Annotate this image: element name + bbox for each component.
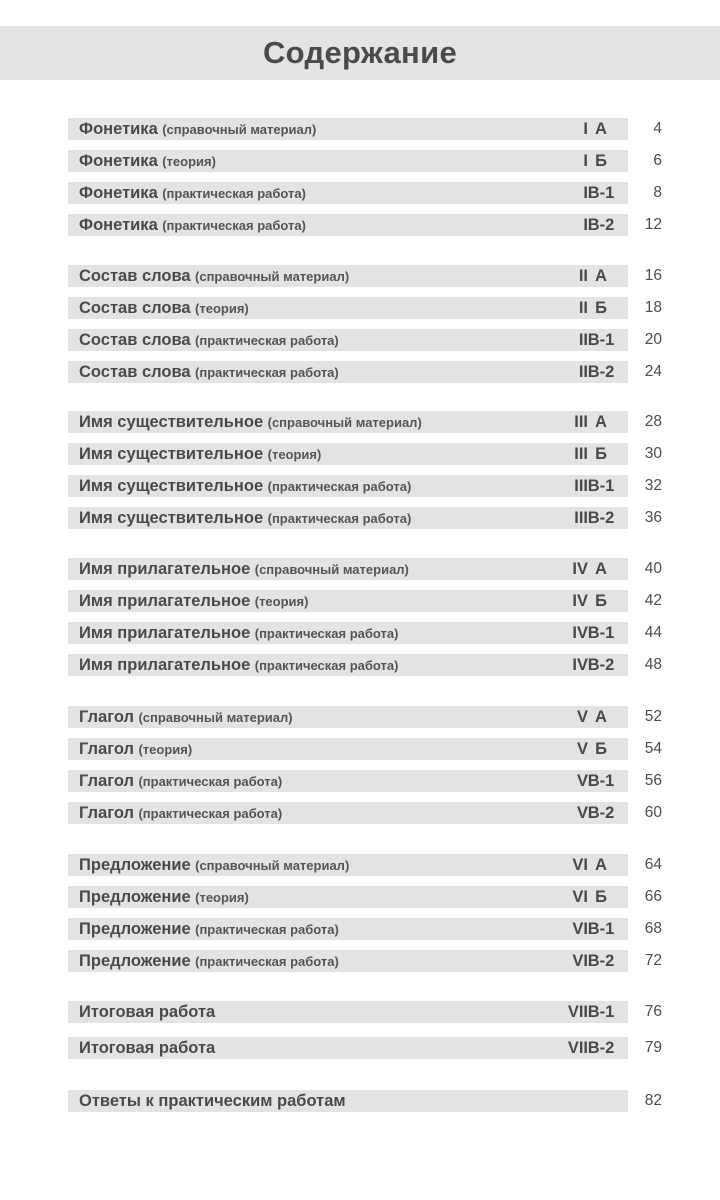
entry-title — [79, 706, 293, 728]
entry-title — [79, 507, 411, 529]
toc-entry[interactable] — [68, 507, 698, 529]
entry-section-code: Б — [595, 592, 607, 610]
entry-page-number: 16 — [644, 267, 662, 284]
entry-topic: Фонетика — [79, 120, 158, 138]
entry-part-number: VII — [567, 1039, 588, 1057]
entry-page-number: 6 — [653, 152, 662, 169]
toc-entry[interactable] — [68, 738, 698, 760]
entry-part-number: III — [574, 413, 588, 431]
entry-topic: Предложение — [79, 952, 191, 970]
entry-part-number: VI — [572, 952, 588, 970]
entry-title — [79, 770, 282, 792]
entry-part-number: I — [583, 152, 588, 170]
entry-page-number: 56 — [644, 772, 662, 789]
entry-section-code: Б — [595, 445, 607, 463]
entry-page-number: 52 — [644, 708, 662, 725]
entry-section-code: В-1 — [587, 184, 615, 202]
entry-topic: Предложение — [79, 920, 191, 938]
entry-part-number: II — [578, 299, 588, 317]
entry-page-number: 72 — [644, 952, 662, 969]
entry-title — [79, 411, 422, 433]
entry-page-number: 32 — [644, 477, 662, 494]
entry-section-code: В-2 — [587, 1039, 615, 1057]
entry-type: (справочный материал) — [254, 562, 409, 577]
entry-section-code: В-2 — [587, 656, 615, 674]
entry-section-code: В-1 — [587, 477, 615, 495]
entry-page-number: 24 — [644, 363, 662, 380]
toc-entry[interactable] — [68, 654, 698, 676]
entry-topic: Имя прилагательное — [79, 560, 251, 578]
entry-type: (практическая работа) — [195, 333, 339, 348]
entry-section-code: А — [595, 267, 607, 285]
entry-topic: Имя прилагательное — [79, 656, 251, 674]
toc-entry[interactable] — [68, 118, 698, 140]
entry-title — [79, 265, 349, 287]
entry-section-code: В-2 — [587, 509, 615, 527]
entry-page-number: 18 — [644, 299, 662, 316]
entry-page-number: 40 — [644, 560, 662, 577]
entry-section-code: А — [595, 413, 607, 431]
entry-page-number: 8 — [653, 184, 662, 201]
entry-topic: Фонетика — [79, 152, 158, 170]
entry-type: (практическая работа) — [195, 954, 339, 969]
toc-entry[interactable] — [68, 361, 698, 383]
toc-entry[interactable] — [68, 802, 698, 824]
entry-title — [79, 475, 411, 497]
entry-title — [79, 1090, 346, 1112]
entry-page-number: 66 — [644, 888, 662, 905]
entry-section-code: В-2 — [587, 804, 615, 822]
entry-topic: Имя существительное — [79, 413, 264, 431]
toc-entry[interactable] — [68, 214, 698, 236]
entry-part-number: VI — [572, 888, 588, 906]
entry-title — [79, 802, 282, 824]
entry-topic: Имя прилагательное — [79, 592, 251, 610]
entry-section-code: Б — [595, 740, 607, 758]
entry-title — [79, 443, 321, 465]
entry-title — [79, 950, 339, 972]
entry-title — [79, 886, 249, 908]
entry-topic: Состав слова — [79, 299, 191, 317]
entry-topic: Предложение — [79, 888, 191, 906]
toc-entry[interactable] — [68, 182, 698, 204]
entry-topic: Фонетика — [79, 216, 158, 234]
entry-page-number: 4 — [653, 120, 662, 137]
entry-type: (практическая работа) — [254, 626, 399, 641]
toc-entry[interactable] — [68, 918, 698, 940]
entry-type: (теория) — [162, 154, 216, 169]
entry-page-number: 82 — [644, 1092, 662, 1109]
entry-page-number: 64 — [644, 856, 662, 873]
entry-title — [79, 118, 316, 140]
entry-title — [79, 182, 306, 204]
toc-entry[interactable] — [68, 329, 698, 351]
entry-type: (практическая работа) — [254, 658, 399, 673]
entry-topic: Имя существительное — [79, 445, 264, 463]
entry-part-number: I — [583, 184, 588, 202]
entry-page-number: 36 — [644, 509, 662, 526]
entry-page-number: 68 — [644, 920, 662, 937]
entry-title — [79, 1037, 215, 1059]
entry-type: (практическая работа) — [267, 479, 412, 494]
entry-topic: Глагол — [79, 740, 134, 758]
toc-entry[interactable] — [68, 150, 698, 172]
toc-entry[interactable] — [68, 1037, 698, 1059]
entry-type: (практическая работа) — [267, 511, 412, 526]
entry-section-code: В-1 — [587, 624, 615, 642]
toc-entry[interactable] — [68, 443, 698, 465]
entry-topic: Имя существительное — [79, 509, 264, 527]
entry-part-number: II — [578, 363, 588, 381]
entry-section-code: В-1 — [587, 331, 615, 349]
entry-section-code: Б — [595, 299, 607, 317]
entry-title — [79, 854, 349, 876]
entry-title — [79, 361, 339, 383]
entry-page-number: 30 — [644, 445, 662, 462]
entry-title — [79, 214, 306, 236]
toc-entry[interactable] — [68, 1001, 698, 1023]
entry-part-number: I — [583, 120, 588, 138]
entry-title — [79, 150, 216, 172]
entry-page-number: 42 — [644, 592, 662, 609]
entry-section-code: В-1 — [587, 920, 615, 938]
entry-section-code: В-1 — [587, 772, 615, 790]
toc-entry[interactable] — [68, 886, 698, 908]
entry-part-number: VII — [567, 1003, 588, 1021]
entry-page-number: 60 — [644, 804, 662, 821]
entry-type: (практическая работа) — [195, 922, 339, 937]
entry-part-number: II — [578, 331, 588, 349]
entry-section-code: Б — [595, 888, 607, 906]
entry-type: (справочный материал) — [162, 122, 317, 137]
entry-part-number: III — [574, 445, 588, 463]
entry-type: (практическая работа) — [138, 806, 283, 821]
entry-topic: Состав слова — [79, 267, 191, 285]
entry-page-number: 28 — [644, 413, 662, 430]
entry-part-number: V — [576, 708, 588, 726]
entry-part-number: IV — [572, 592, 588, 610]
entry-type: (справочный материал) — [138, 710, 293, 725]
entry-part-number: IV — [572, 656, 588, 674]
entry-title — [79, 558, 409, 580]
toc-entry[interactable] — [68, 475, 698, 497]
entry-type: (практическая работа) — [138, 774, 283, 789]
entry-part-number: II — [578, 267, 588, 285]
entry-title — [79, 1001, 215, 1023]
entry-title — [79, 297, 249, 319]
entry-section-code: Б — [595, 152, 607, 170]
entry-part-number: VI — [572, 856, 588, 874]
entry-page-number: 54 — [644, 740, 662, 757]
entry-topic: Глагол — [79, 772, 134, 790]
toc-entry[interactable] — [68, 411, 698, 433]
entry-page-number: 76 — [644, 1003, 662, 1020]
toc-entry[interactable] — [68, 558, 698, 580]
entry-section-code: А — [595, 120, 607, 138]
entry-section-code: В-2 — [587, 216, 615, 234]
entry-part-number: VI — [572, 920, 588, 938]
entry-type: (практическая работа) — [162, 186, 306, 201]
entry-topic: Ответы к практическим работам — [79, 1092, 346, 1110]
entry-topic: Глагол — [79, 708, 134, 726]
toc-entry[interactable] — [68, 770, 698, 792]
entry-page-number: 12 — [644, 216, 662, 233]
toc-entry[interactable] — [68, 265, 698, 287]
entry-part-number: III — [574, 477, 588, 495]
toc-entry[interactable] — [68, 622, 698, 644]
entry-section-code: А — [595, 856, 607, 874]
entry-part-number: V — [576, 804, 588, 822]
entry-topic: Состав слова — [79, 331, 191, 349]
entry-type: (справочный материал) — [267, 415, 422, 430]
entry-part-number: IV — [572, 624, 588, 642]
entry-type: (практическая работа) — [195, 365, 339, 380]
entry-section-code: В-1 — [587, 1003, 615, 1021]
entry-type: (теория) — [195, 890, 249, 905]
entry-page-number: 20 — [644, 331, 662, 348]
entry-part-number: V — [576, 772, 588, 790]
entry-type: (теория) — [254, 594, 309, 609]
entry-page-number: 79 — [644, 1039, 662, 1056]
entry-part-number: III — [574, 509, 588, 527]
entry-topic: Глагол — [79, 804, 134, 822]
toc-entry[interactable] — [68, 706, 698, 728]
entry-part-number: IV — [572, 560, 588, 578]
entry-page-number: 44 — [644, 624, 662, 641]
entry-topic: Итоговая работа — [79, 1039, 216, 1057]
entry-topic: Предложение — [79, 856, 191, 874]
entry-topic: Имя прилагательное — [79, 624, 251, 642]
toc-entry[interactable] — [68, 1090, 698, 1112]
entry-part-number: I — [583, 216, 588, 234]
entry-part-number: V — [576, 740, 588, 758]
entry-topic: Состав слова — [79, 363, 191, 381]
entry-section-code: В-2 — [587, 952, 615, 970]
entry-topic: Фонетика — [79, 184, 158, 202]
entry-section-code: В-2 — [587, 363, 615, 381]
entry-section-code: А — [595, 560, 607, 578]
entry-title — [79, 329, 339, 351]
entry-title — [79, 738, 192, 760]
page-title: Содержание — [263, 35, 457, 70]
entry-title — [79, 654, 398, 676]
entry-page-number: 48 — [644, 656, 662, 673]
entry-topic: Итоговая работа — [79, 1003, 216, 1021]
entry-type: (теория) — [138, 742, 193, 757]
entry-title — [79, 918, 339, 940]
entry-topic: Имя существительное — [79, 477, 264, 495]
toc-entry[interactable] — [68, 950, 698, 972]
toc-entry[interactable] — [68, 590, 698, 612]
entry-title — [79, 622, 398, 644]
entry-type: (справочный материал) — [195, 269, 350, 284]
entry-type: (теория) — [195, 301, 249, 316]
entry-type: (справочный материал) — [195, 858, 350, 873]
entry-section-code: А — [595, 708, 607, 726]
entry-type: (практическая работа) — [162, 218, 306, 233]
toc-entry[interactable] — [68, 297, 698, 319]
entry-type: (теория) — [267, 447, 322, 462]
entry-title — [79, 590, 308, 612]
toc-entry[interactable] — [68, 854, 698, 876]
